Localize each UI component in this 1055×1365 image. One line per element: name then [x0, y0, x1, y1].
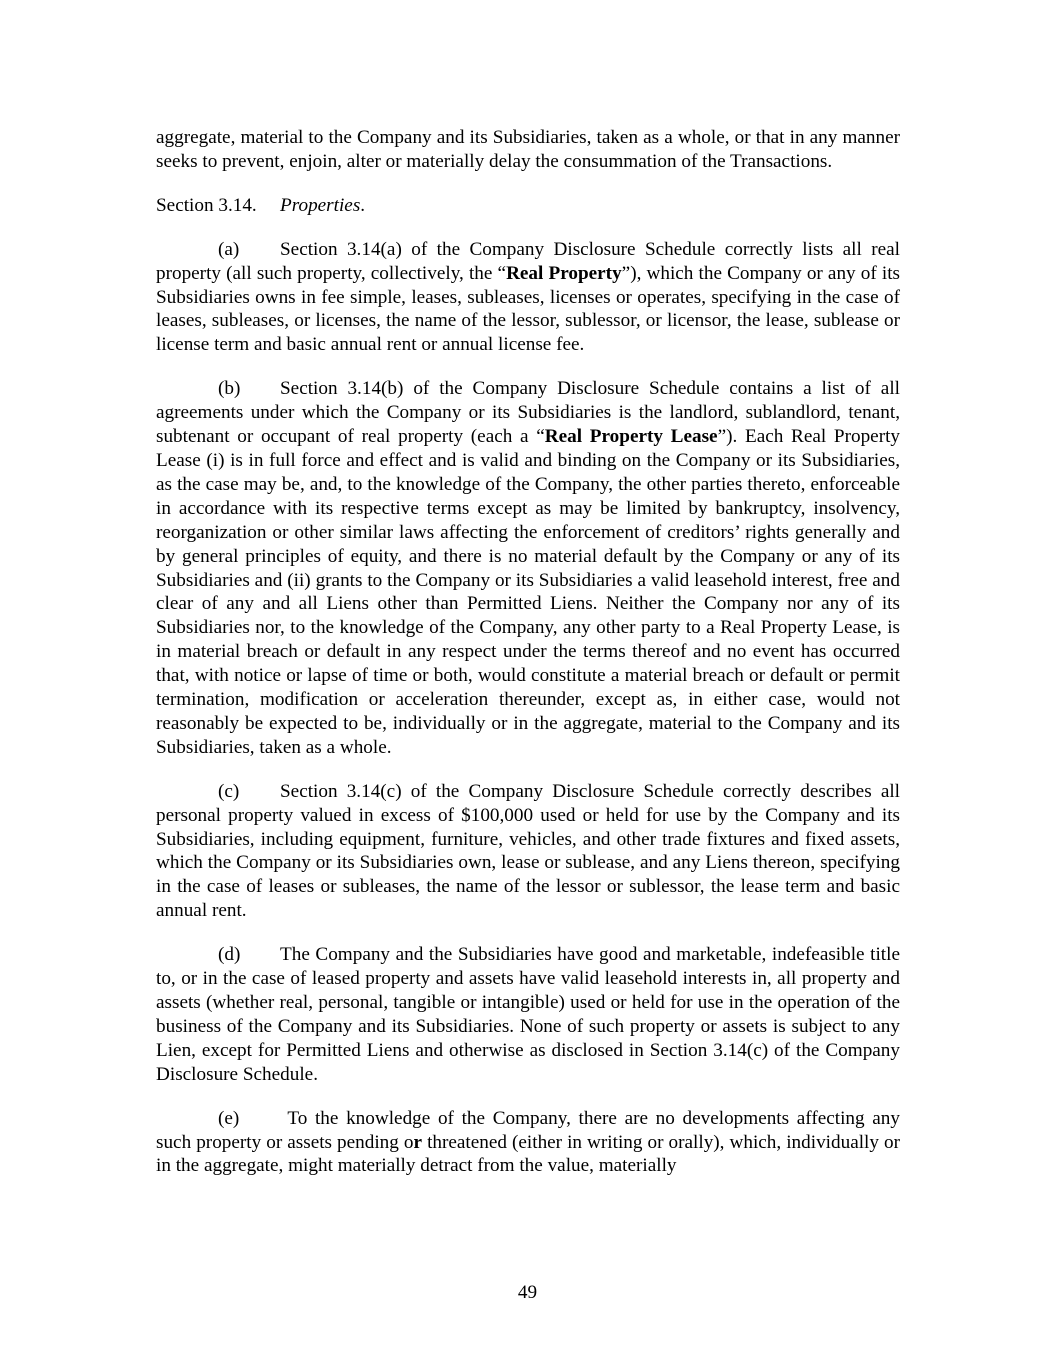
intro-paragraph: aggregate, material to the Company and its Subsidiaries, taken as a whole, or that in any manner seeks to prevent, enjoin, alter or materially delay the consummation of the Transactions. — [156, 127, 900, 172]
paragraph-e-label: (e) — [218, 1107, 240, 1129]
paragraph-d-label: (d) — [218, 944, 241, 966]
paragraph-d-text: The Company and the Subsidiaries have good and marketable, indefeasible title to, or in the case of leased property and assets have valid leasehold interests in, all property and assets (whether real, personal, tangible or intangible) used or held for use in the operation of the business of the Company and its Subsidiaries. None of such property or assets is subject to any Lien, except for Permitted Liens and otherwise as disclosed in Section 3.14(c) of the Company Disclosure Schedule. — [156, 944, 900, 1085]
paragraph-c-text: Section 3.14(c) of the Company Disclosure Schedule correctly describes all personal property valued in excess of $100,000 used or held for use by the Company and its Subsidiaries, including equipment, furniture, vehicles, and other trade fixtures and fixed assets, which the Company or its Subsidiaries own, lease or sublease, and any Liens thereon, specifying in the case of leases or subleases, the name of the lessor or sublessor, the lease term and basic annual rent. — [156, 780, 900, 922]
section-heading: Section 3.14. Properties. — [156, 194, 366, 216]
paragraph-b — [156, 377, 900, 760]
paragraph-c — [156, 780, 900, 923]
paragraph-a-text-2: ”), which the Company or any of its Subsidiaries owns in fee simple, leases, subleases, licenses or operates, specifying in the case of leases, subleases, or licenses, the name of the lessor, sublessor, or licensor, the lease, sublease or license term and basic annual rent or annual license fee. — [156, 262, 901, 356]
document-page — [156, 126, 900, 1198]
section-number: Section 3.14. — [156, 194, 257, 216]
page-number: 49 — [517, 1282, 538, 1303]
paragraph-b-label: (b) — [218, 378, 241, 400]
paragraph-a-label: (a) — [218, 238, 240, 260]
paragraph-d — [156, 943, 900, 1086]
paragraph-e-text-1: To the knowledge of the Company, there are no developments affecting any such property or assets pending o — [156, 1107, 900, 1153]
paragraph-b-text-2: ”). Each Real Property Lease (i) is in full force and effect and is valid and binding on the Company or its Subsidiaries, as the case may be, and, to the knowledge of the Company, the other parties thereto, enforceable in accordance with its respective terms except as may be limited by bankruptcy, insolvency, reorganization or other similar laws affecting the enforcement of creditors’ rights generally and by general principles of equity, and there is no material default by the Company or any of its Subsidiaries and (ii) grants to the Company or its Subsidiaries a valid leasehold interest, free and clear of any and all Liens other than Permitted Liens. Neither the Company nor any of its Subsidiaries nor, to the knowledge of the Company, any other party to a Real Property Lease, is in material breach or default in any respect under the terms thereof and no event has occurred that, with notice or lapse of time or both, would constitute a material breach or default or permit termination, modification or acceleration thereunder, except as, in either case, would not reasonably be expected to be, individually or in the aggregate, material to the Company and its Subsidiaries, taken as a whole. — [156, 426, 901, 758]
section-title: Properties — [280, 194, 361, 216]
paragraph-a — [156, 238, 900, 358]
paragraph-e-bold-letter: r — [413, 1131, 423, 1153]
defined-term-real-property-lease: Real Property Lease — [544, 426, 718, 448]
paragraph-a-text-1: Section 3.14(a) of the Company Disclosure Schedule correctly lists all real property (all such property, collectively, the “ — [156, 238, 900, 284]
paragraph-c-label: (c) — [218, 780, 240, 802]
paragraph-e — [156, 1107, 900, 1179]
paragraph-b-text-1: Section 3.14(b) of the Company Disclosure Schedule contains a list of all agreements under which the Company or its Subsidiaries is the landlord, sublandlord, tenant, subtenant or occupant of real property (each a “ — [156, 378, 900, 448]
paragraph-e-text-2: threatened (either in writing or orally), which, individually or in the aggregate, might materially detract from the value, materially — [156, 1131, 900, 1177]
defined-term-real-property: Real Property — [506, 262, 622, 284]
